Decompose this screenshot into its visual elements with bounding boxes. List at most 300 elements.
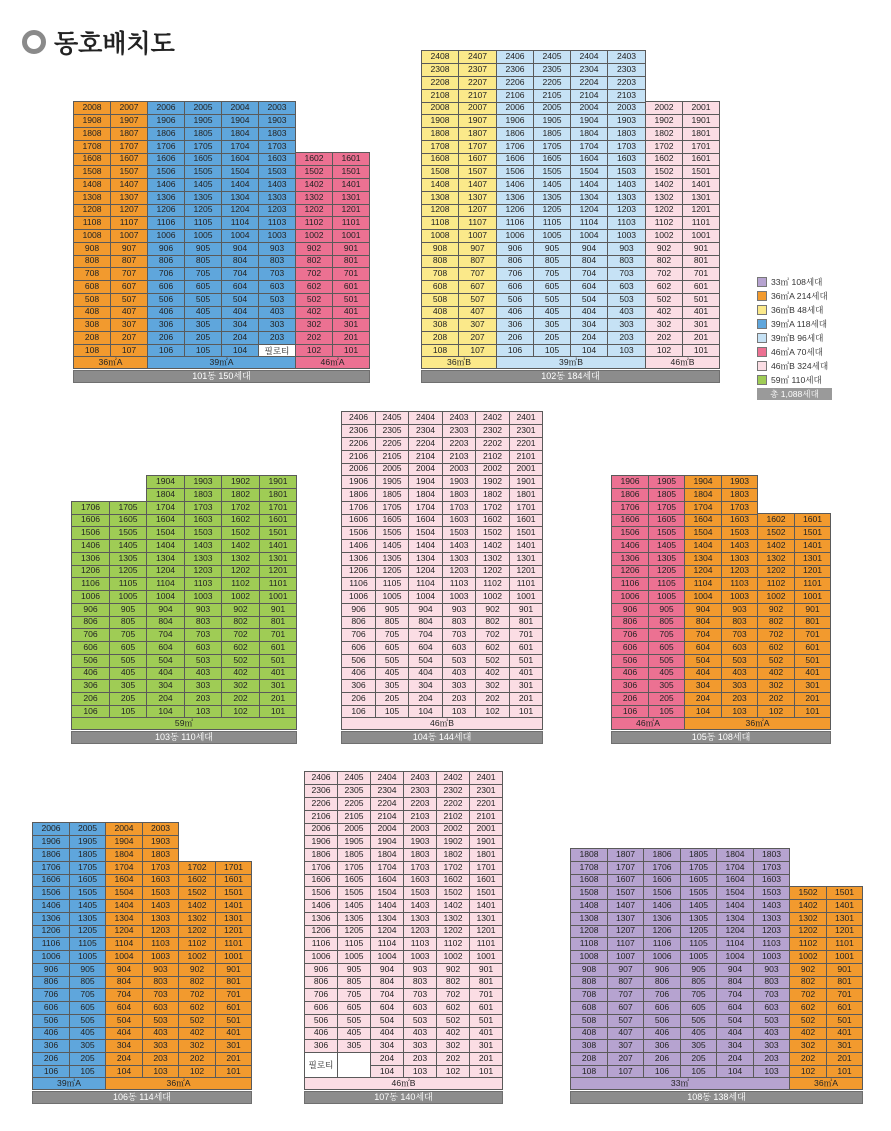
unit-cell: 802: [757, 615, 795, 629]
unit-cell: 901: [509, 603, 543, 617]
unit-cell: 902: [221, 603, 260, 617]
unit-cell: 1606: [611, 513, 649, 527]
unit-cell: 2206: [341, 437, 376, 451]
unit-cell: 1703: [607, 140, 646, 154]
unit-cell: 403: [607, 305, 646, 319]
unit-cell: 1207: [458, 203, 497, 217]
unit-cell: 1306: [496, 191, 534, 205]
unit-cell: 1404: [716, 899, 754, 913]
unit-cell: 701: [826, 988, 863, 1002]
unit-cell: 1405: [69, 899, 106, 913]
unit-cell: 2405: [533, 50, 571, 64]
unit-cell: 705: [375, 628, 409, 642]
unit-cell: 1506: [32, 886, 70, 900]
unit-cell: 605: [375, 641, 409, 655]
unit-cell: 802: [178, 975, 216, 989]
unit-cell: 204: [716, 1052, 754, 1066]
unit-cell: 1302: [221, 552, 260, 566]
unit-cell: 1601: [509, 513, 543, 527]
unit-cell: 105: [680, 1065, 717, 1079]
unit-cell: 1203: [721, 564, 758, 578]
unit-cell: 1606: [304, 873, 338, 887]
unit-cell: 1004: [570, 229, 608, 243]
unit-cell: 1104: [370, 937, 404, 951]
unit-cell: 507: [110, 293, 148, 307]
unit-cell: 2302: [436, 784, 470, 798]
unit-type-label: 36㎡A: [73, 356, 148, 369]
unit-cell: 602: [757, 641, 795, 655]
unit-cell: 2004: [370, 822, 404, 836]
unit-cell: 906: [611, 603, 649, 617]
unit-cell: 1102: [436, 937, 470, 951]
unit-cell: 2403: [442, 411, 476, 425]
unit-cell: 702: [475, 628, 510, 642]
unit-cell: 103: [403, 1065, 437, 1079]
unit-cell: 1408: [421, 178, 459, 192]
unit-cell: 501: [826, 1014, 863, 1028]
unit-cell: 1401: [215, 899, 252, 913]
unit-cell: 905: [337, 963, 371, 977]
unit-cell: 404: [370, 1026, 404, 1040]
legend-label: 39㎡A 118세대: [771, 319, 828, 329]
unit-cell: 1404: [570, 178, 608, 192]
unit-cell: 704: [105, 988, 143, 1002]
unit-type-label: 46㎡B: [645, 356, 720, 369]
unit-cell: 1602: [221, 513, 260, 527]
unit-cell: 607: [458, 280, 497, 294]
unit-cell: 606: [147, 280, 185, 294]
unit-cell: 1701: [509, 501, 543, 515]
unit-cell: 704: [370, 988, 404, 1002]
unit-cell: 1004: [146, 590, 185, 604]
unit-cell: 206: [643, 1052, 681, 1066]
unit-cell: 101: [215, 1065, 252, 1079]
unit-cell: 1501: [332, 165, 370, 179]
legend-label: 46㎡A 70세대: [771, 347, 823, 357]
unit-cell: 405: [184, 305, 222, 319]
unit-cell: 905: [184, 242, 222, 256]
unit-cell: 104: [408, 705, 443, 719]
unit-cell: 1808: [421, 127, 459, 141]
unit-cell: 1906: [32, 835, 70, 849]
unit-cell: 201: [469, 1052, 503, 1066]
unit-cell: 1904: [221, 114, 259, 128]
unit-cell: 1406: [643, 899, 681, 913]
unit-cell: 1902: [436, 835, 470, 849]
unit-type-label: 36㎡A: [684, 717, 831, 730]
unit-cell: 506: [611, 654, 649, 668]
unit-cell: 1005: [680, 950, 717, 964]
unit-cell: 807: [607, 975, 644, 989]
unit-cell: 1803: [721, 488, 758, 502]
unit-cell: 607: [607, 1001, 644, 1015]
unit-cell: 1803: [258, 127, 296, 141]
unit-cell: 1206: [643, 924, 681, 938]
unit-cell: 402: [221, 666, 260, 680]
unit-cell: 1203: [184, 564, 222, 578]
unit-cell: 503: [607, 293, 646, 307]
unit-cell: 2306: [341, 424, 376, 438]
unit-cell: 1506: [147, 165, 185, 179]
unit-cell: 703: [607, 267, 646, 281]
unit-cell: 805: [375, 615, 409, 629]
unit-cell: 103: [753, 1065, 790, 1079]
legend-swatch: [757, 305, 767, 315]
unit-cell: 2403: [403, 771, 437, 785]
unit-cell: 603: [753, 1001, 790, 1015]
unit-cell: 1802: [475, 488, 510, 502]
unit-cell: 1706: [32, 861, 70, 875]
unit-cell: 504: [716, 1014, 754, 1028]
unit-cell: 504: [105, 1014, 143, 1028]
unit-cell: 1704: [408, 501, 443, 515]
unit-cell: 1103: [721, 577, 758, 591]
unit-cell: 803: [184, 615, 222, 629]
unit-cell: 1106: [32, 937, 70, 951]
unit-cell: 1201: [469, 924, 503, 938]
unit-cell: 1705: [533, 140, 571, 154]
unit-cell: 101: [794, 705, 831, 719]
unit-cell: 1307: [458, 191, 497, 205]
unit-cell: 407: [607, 1026, 644, 1040]
unit-cell: 1403: [184, 539, 222, 553]
unit-cell: 1703: [184, 501, 222, 515]
unit-cell: 904: [370, 963, 404, 977]
unit-cell: 1605: [69, 873, 106, 887]
unit-cell: 101: [332, 344, 370, 358]
legend-swatch: [757, 319, 767, 329]
unit-cell: 2307: [458, 63, 497, 77]
unit-cell: 2005: [375, 462, 409, 476]
unit-cell: 2205: [375, 437, 409, 451]
unit-cell: 1203: [442, 564, 476, 578]
unit-cell: 803: [607, 254, 646, 268]
unit-cell: 1605: [680, 873, 717, 887]
unit-cell: 1303: [184, 552, 222, 566]
unit-cell: 908: [421, 242, 459, 256]
unit-cell: 702: [221, 628, 260, 642]
unit-cell: 1002: [475, 590, 510, 604]
unit-cell: 905: [533, 242, 571, 256]
unit-cell: 508: [570, 1014, 608, 1028]
unit-cell: 906: [643, 963, 681, 977]
unit-cell: 1707: [458, 140, 497, 154]
unit-cell: 1002: [757, 590, 795, 604]
unit-cell: 1006: [341, 590, 376, 604]
unit-cell: 1201: [332, 203, 370, 217]
unit-cell: 901: [794, 603, 831, 617]
unit-cell: 1403: [753, 899, 790, 913]
unit-cell: 208: [570, 1052, 608, 1066]
unit-cell: 206: [147, 331, 185, 345]
unit-cell: 1502: [789, 886, 827, 900]
unit-cell: 2401: [509, 411, 543, 425]
unit-cell: 1102: [221, 577, 260, 591]
unit-cell: 504: [370, 1014, 404, 1028]
unit-cell: 1706: [147, 140, 185, 154]
unit-cell: 407: [458, 305, 497, 319]
unit-cell: 703: [442, 628, 476, 642]
unit-cell: 601: [469, 1001, 503, 1015]
unit-cell: 608: [421, 280, 459, 294]
unit-cell: 2005: [533, 101, 571, 115]
unit-cell: 1904: [370, 835, 404, 849]
unit-cell: 802: [645, 254, 683, 268]
unit-cell: 706: [147, 267, 185, 281]
legend-label: 59㎡ 110세대: [771, 375, 822, 385]
unit-cell: 204: [570, 331, 608, 345]
unit-cell: 805: [648, 615, 685, 629]
unit-cell: 1206: [611, 564, 649, 578]
unit-cell: 201: [826, 1052, 863, 1066]
unit-cell: 1302: [789, 912, 827, 926]
unit-cell: 1001: [794, 590, 831, 604]
unit-cell: 1206: [32, 924, 70, 938]
unit-cell: 507: [607, 1014, 644, 1028]
unit-cell: 102: [295, 344, 333, 358]
unit-cell: 905: [109, 603, 147, 617]
unit-cell: 1604: [716, 873, 754, 887]
unit-cell: 105: [184, 344, 222, 358]
unit-cell: 1604: [146, 513, 185, 527]
unit-cell: 203: [258, 331, 296, 345]
unit-cell: 1605: [375, 513, 409, 527]
unit-cell: 302: [436, 1039, 470, 1053]
unit-cell: 2003: [403, 822, 437, 836]
unit-type-label: 46㎡A: [295, 356, 370, 369]
unit-cell: 702: [757, 628, 795, 642]
unit-cell: 2008: [421, 101, 459, 115]
unit-cell: 1108: [570, 937, 608, 951]
unit-cell: 1707: [110, 140, 148, 154]
unit-cell: 405: [533, 305, 571, 319]
unit-cell: 502: [789, 1014, 827, 1028]
unit-cell: 302: [757, 679, 795, 693]
legend-swatch: [757, 291, 767, 301]
unit-cell: 2202: [436, 797, 470, 811]
unit-cell: 201: [332, 331, 370, 345]
unit-cell: 408: [421, 305, 459, 319]
unit-cell: 706: [32, 988, 70, 1002]
unit-cell: 1004: [684, 590, 722, 604]
unit-cell: 1401: [826, 899, 863, 913]
unit-cell: 1102: [757, 577, 795, 591]
unit-cell: 1202: [789, 924, 827, 938]
unit-cell: 1504: [716, 886, 754, 900]
unit-cell: 502: [436, 1014, 470, 1028]
unit-cell: 1703: [721, 501, 758, 515]
unit-cell: 1406: [341, 539, 376, 553]
unit-cell: 603: [607, 280, 646, 294]
unit-cell: 105: [109, 705, 147, 719]
unit-cell: 701: [215, 988, 252, 1002]
unit-cell: 502: [475, 654, 510, 668]
unit-cell: 1104: [570, 216, 608, 230]
unit-cell: 1701: [259, 501, 297, 515]
unit-cell: 501: [259, 654, 297, 668]
legend-label: 36㎡B 48세대: [771, 305, 824, 315]
unit-cell: 1001: [215, 950, 252, 964]
unit-cell: 403: [142, 1026, 179, 1040]
unit-cell: 202: [295, 331, 333, 345]
unit-cell: 806: [341, 615, 376, 629]
unit-cell: 702: [436, 988, 470, 1002]
unit-cell: 1405: [184, 178, 222, 192]
unit-cell: 1204: [221, 203, 259, 217]
unit-cell: 605: [184, 280, 222, 294]
unit-cell: 1806: [643, 848, 681, 862]
unit-cell: 1504: [146, 526, 185, 540]
unit-cell: 2104: [370, 810, 404, 824]
unit-cell: 1206: [341, 564, 376, 578]
unit-cell: 1302: [436, 912, 470, 926]
unit-cell: 2103: [403, 810, 437, 824]
unit-cell: 1402: [645, 178, 683, 192]
unit-cell: 606: [71, 641, 110, 655]
unit-cell: 1903: [258, 114, 296, 128]
unit-cell: 1405: [533, 178, 571, 192]
unit-cell: 705: [109, 628, 147, 642]
unit-cell: 904: [684, 603, 722, 617]
unit-cell: 402: [757, 666, 795, 680]
unit-cell: 205: [184, 331, 222, 345]
unit-cell: 1402: [221, 539, 260, 553]
unit-cell: 1801: [682, 127, 720, 141]
unit-cell: 307: [607, 1039, 644, 1053]
unit-cell: 303: [258, 318, 296, 332]
unit-cell: 101: [469, 1065, 503, 1079]
unit-cell: 203: [403, 1052, 437, 1066]
unit-cell: 605: [69, 1001, 106, 1015]
unit-type-label: 46㎡A: [611, 717, 685, 730]
unit-cell: 1805: [533, 127, 571, 141]
unit-cell: 1504: [408, 526, 443, 540]
unit-cell: 401: [332, 305, 370, 319]
unit-cell: 1204: [146, 564, 185, 578]
unit-type-label: 36㎡A: [105, 1077, 252, 1090]
unit-cell: 207: [458, 331, 497, 345]
unit-cell: 1103: [607, 216, 646, 230]
unit-cell: 402: [178, 1026, 216, 1040]
unit-cell: 805: [533, 254, 571, 268]
unit-cell: 2403: [607, 50, 646, 64]
legend-swatch: [757, 347, 767, 357]
unit-cell: 402: [789, 1026, 827, 1040]
unit-cell: 1405: [337, 899, 371, 913]
legend-item: [757, 276, 822, 288]
unit-cell: 1401: [332, 178, 370, 192]
unit-cell: 1705: [109, 501, 147, 515]
unit-cell: 305: [69, 1039, 106, 1053]
unit-cell: 1108: [73, 216, 111, 230]
unit-cell: 1003: [258, 229, 296, 243]
unit-cell: 704: [146, 628, 185, 642]
unit-cell: 203: [607, 331, 646, 345]
unit-cell: 1304: [146, 552, 185, 566]
unit-cell: 602: [436, 1001, 470, 1015]
unit-cell: 1603: [403, 873, 437, 887]
unit-cell: 905: [680, 963, 717, 977]
unit-cell: 1201: [794, 564, 831, 578]
unit-type-label: 59㎡: [71, 717, 297, 730]
unit-cell: 705: [648, 628, 685, 642]
unit-cell: 202: [789, 1052, 827, 1066]
unit-cell: 1605: [337, 873, 371, 887]
unit-cell: 502: [178, 1014, 216, 1028]
unit-cell: 701: [259, 628, 297, 642]
unit-cell: 502: [221, 654, 260, 668]
unit-cell: 902: [789, 963, 827, 977]
unit-cell: 2402: [436, 771, 470, 785]
unit-cell: 701: [509, 628, 543, 642]
unit-cell: 1806: [304, 848, 338, 862]
unit-cell: 801: [794, 615, 831, 629]
unit-cell: 1501: [682, 165, 720, 179]
unit-cell: 704: [408, 628, 443, 642]
unit-cell: 1505: [533, 165, 571, 179]
legend-item: [757, 360, 828, 372]
unit-cell: 2204: [570, 76, 608, 90]
unit-cell: 1803: [403, 848, 437, 862]
unit-cell: 1203: [258, 203, 296, 217]
unit-cell: 1902: [221, 475, 260, 489]
unit-cell: 503: [403, 1014, 437, 1028]
unit-cell: 301: [215, 1039, 252, 1053]
unit-cell: 1202: [221, 564, 260, 578]
unit-type-label: 33㎡: [570, 1077, 790, 1090]
unit-cell: 104: [570, 344, 608, 358]
unit-cell: 305: [648, 679, 685, 693]
unit-cell: 1302: [645, 191, 683, 205]
unit-cell: 1804: [570, 127, 608, 141]
unit-cell: 1303: [607, 191, 646, 205]
unit-cell: 1506: [611, 526, 649, 540]
unit-cell: 1702: [178, 861, 216, 875]
unit-cell: 601: [794, 641, 831, 655]
unit-cell: 905: [375, 603, 409, 617]
unit-cell: 1606: [496, 152, 534, 166]
unit-cell: 508: [421, 293, 459, 307]
unit-cell: 2004: [221, 101, 259, 115]
unit-cell: 1304: [684, 552, 722, 566]
unit-cell: 904: [146, 603, 185, 617]
unit-cell: 602: [475, 641, 510, 655]
unit-cell: 2001: [509, 462, 543, 476]
unit-cell: 1201: [826, 924, 863, 938]
unit-cell: 1102: [789, 937, 827, 951]
unit-cell: 703: [142, 988, 179, 1002]
unit-cell: 403: [403, 1026, 437, 1040]
unit-cell: 1803: [442, 488, 476, 502]
unit-cell: 1001: [259, 590, 297, 604]
unit-cell: 605: [337, 1001, 371, 1015]
unit-cell: 1606: [32, 873, 70, 887]
unit-cell: 1503: [184, 526, 222, 540]
unit-cell: 2005: [184, 101, 222, 115]
unit-cell: 606: [341, 641, 376, 655]
unit-cell: 802: [221, 615, 260, 629]
unit-cell: 1305: [109, 552, 147, 566]
unit-cell: 2004: [408, 462, 443, 476]
unit-cell: 803: [721, 615, 758, 629]
unit-cell: 1604: [370, 873, 404, 887]
unit-cell: 801: [826, 975, 863, 989]
unit-cell: 1301: [509, 552, 543, 566]
unit-cell: 2006: [496, 101, 534, 115]
unit-cell: 304: [146, 679, 185, 693]
unit-type-label: 36㎡B: [421, 356, 497, 369]
unit-cell: 402: [436, 1026, 470, 1040]
